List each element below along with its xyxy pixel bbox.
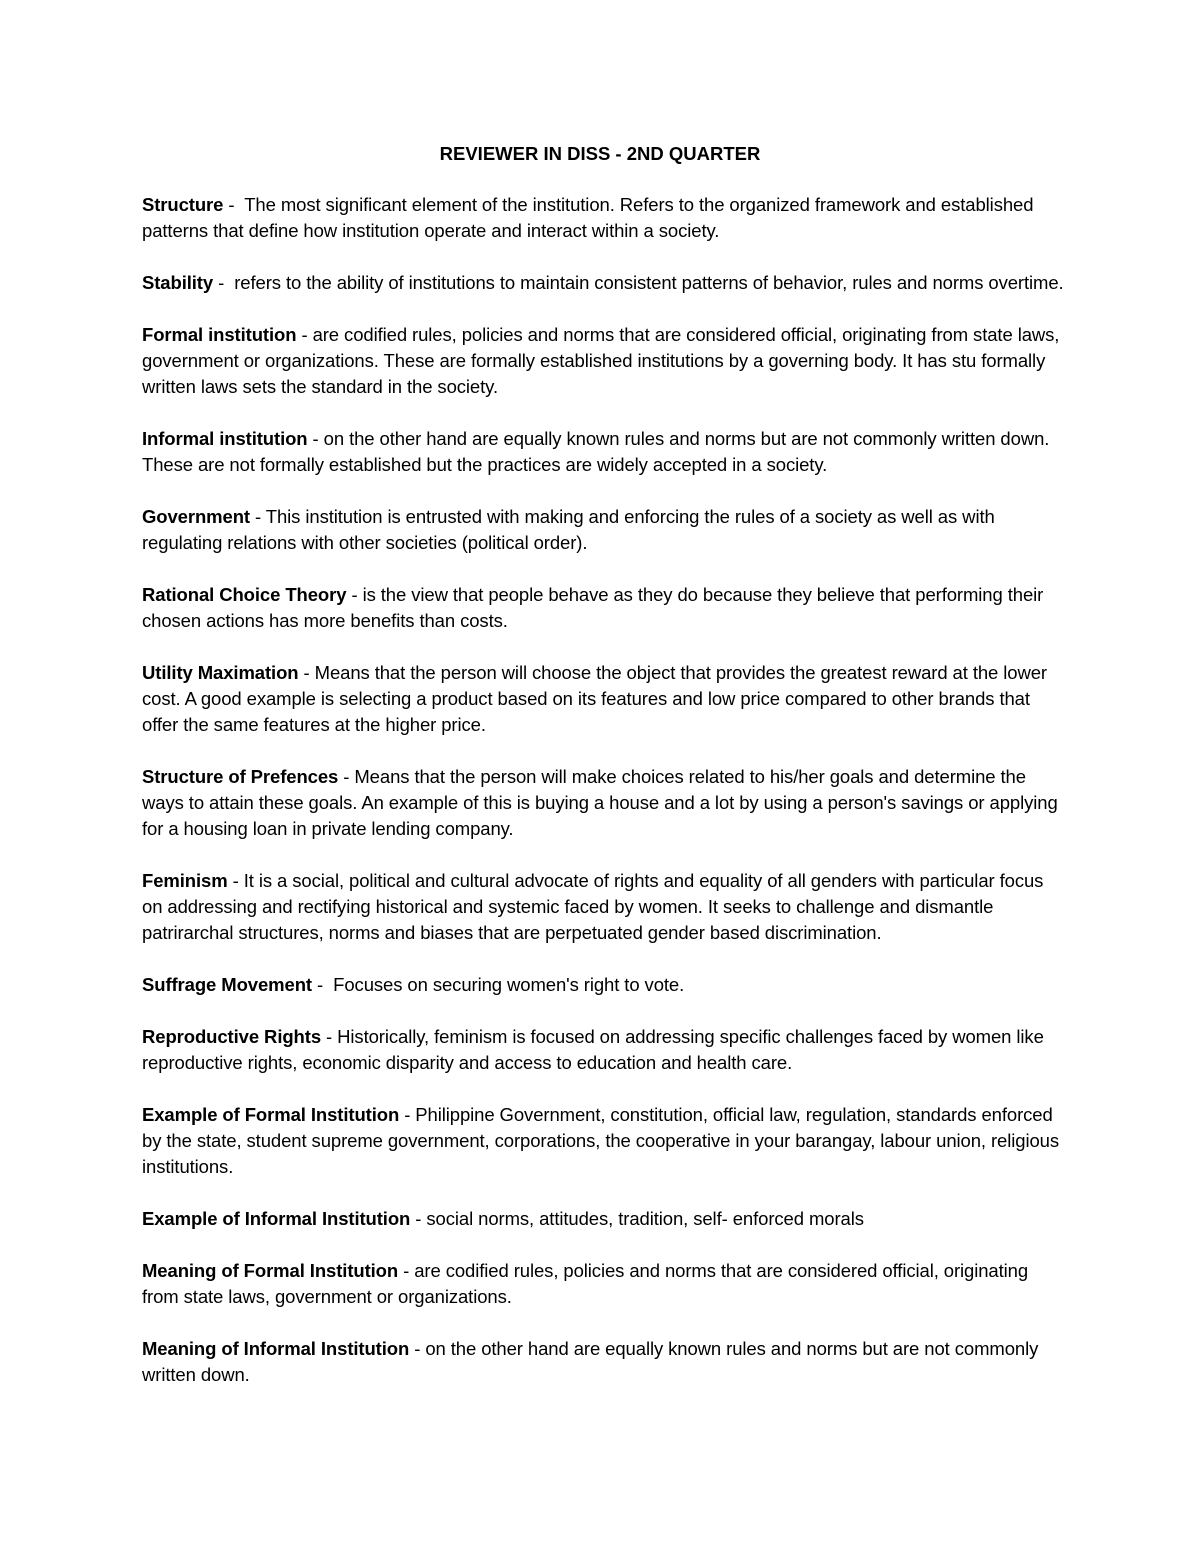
document-title: REVIEWER IN DISS - 2ND QUARTER [439, 143, 761, 164]
entry-separator: - [398, 1260, 415, 1281]
entry-separator: - [409, 1338, 426, 1359]
entry-definition: Historically, feminism is focused on addressing specific challenges faced by women like reproductive rights, economic disparity and access to education and health care. [142, 1026, 1044, 1073]
entry-definition: are codified rules, policies and norms that are considered official, originating from state laws, government or organizations. [142, 1260, 1029, 1307]
definition-entry-informal-institution [142, 426, 1067, 478]
entry-separator: - [399, 1104, 416, 1125]
entry-definition: are codified rules, policies and norms that are considered official, originating from state laws, government or organizations. These are formally established institutions by a governing body. It has stu formally written laws sets the standard in the society. [142, 324, 1060, 397]
entry-definition: Focuses on securing women's right to vote. [333, 974, 685, 995]
definition-entry-rational-choice-theory [142, 582, 1067, 634]
definition-entry-utility-maximation [142, 660, 1067, 738]
definition-entry-structure [142, 192, 1067, 244]
entry-term: Structure [142, 194, 224, 215]
entry-term: Government [142, 506, 250, 527]
definition-entry-meaning-formal-institution [142, 1258, 1067, 1310]
entry-definition: on the other hand are equally known rules and norms but are not commonly written down. These are not formally established but the practices are widely accepted in a society. [142, 428, 1050, 475]
definition-entry-government [142, 504, 1067, 556]
entry-separator: - [298, 662, 315, 683]
entry-definition: refers to the ability of institutions to maintain consistent patterns of behavior, rules and norms overtime. [234, 272, 1064, 293]
entry-separator: - [311, 974, 334, 995]
definition-entry-example-informal-institution [142, 1206, 1067, 1232]
entry-separator: - [321, 1026, 338, 1047]
entry-separator: - [223, 194, 245, 215]
entry-separator: - [296, 324, 313, 345]
entry-separator: - [346, 584, 363, 605]
entry-definition: It is a social, political and cultural advocate of rights and equality of all genders with particular focus on addressing and rectifying historical and systemic faced by women. It seeks to challenge and dismantle patrirarchal structures, norms and biases that are perpetuated gender based discrimination. [142, 870, 1044, 943]
entry-definition: on the other hand are equally known rules and norms but are not commonly written down. [142, 1338, 1039, 1385]
entry-term: Reproductive Rights [142, 1026, 322, 1047]
entry-separator: - [307, 428, 324, 449]
entry-definition: social norms, attitudes, tradition, self- enforced morals [426, 1208, 864, 1229]
definition-entry-formal-institution [142, 322, 1067, 400]
entry-term: Example of Informal Institution [142, 1208, 411, 1229]
entry-separator: - [213, 272, 235, 293]
entry-term: Utility Maximation [142, 662, 299, 683]
definition-entry-stability [142, 270, 1067, 296]
entry-term: Example of Formal Institution [142, 1104, 400, 1125]
entry-term: Meaning of Informal Institution [142, 1338, 410, 1359]
entry-term: Feminism [142, 870, 228, 891]
entry-term: Informal institution [142, 428, 308, 449]
definition-entry-suffrage-movement [142, 972, 1067, 998]
entry-definition: Means that the person will make choices related to his/her goals and determine the ways to attain these goals. An example of this is buying a house and a lot by using a person's savings or applying for a housing loan in private lending company. [142, 766, 1058, 839]
definition-entry-meaning-informal-institution [142, 1336, 1067, 1388]
definition-list [142, 192, 1067, 1414]
entry-term: Rational Choice Theory [142, 584, 347, 605]
entry-term: Suffrage Movement [142, 974, 312, 995]
entry-separator: - [338, 766, 355, 787]
definition-entry-example-formal-institution [142, 1102, 1067, 1180]
entry-separator: - [410, 1208, 427, 1229]
definition-entry-reproductive-rights [142, 1024, 1067, 1076]
entry-term: Formal institution [142, 324, 297, 345]
entry-separator: - [249, 506, 266, 527]
entry-definition: The most significant element of the institution. Refers to the organized framework and established patterns that define how institution operate and interact within a society. [142, 194, 1034, 241]
definition-entry-structure-of-prefences [142, 764, 1067, 842]
entry-definition: is the view that people behave as they do because they believe that performing their chosen actions has more benefits than costs. [142, 584, 1044, 631]
entry-separator: - [227, 870, 244, 891]
entry-definition: Philippine Government, constitution, official law, regulation, standards enforced by the state, student supreme government, corporations, the cooperative in your barangay, labour union, religious institutions. [142, 1104, 1059, 1177]
entry-term: Stability [142, 272, 214, 293]
entry-definition: Means that the person will choose the object that provides the greatest reward at the lower cost. A good example is selecting a product based on its features and low price compared to other brands that offer the same features at the higher price. [142, 662, 1047, 735]
entry-term: Meaning of Formal Institution [142, 1260, 399, 1281]
entry-definition: This institution is entrusted with making and enforcing the rules of a society as well as with regulating relations with other societies (political order). [142, 506, 995, 553]
entry-term: Structure of Prefences [142, 766, 339, 787]
definition-entry-feminism [142, 868, 1067, 946]
